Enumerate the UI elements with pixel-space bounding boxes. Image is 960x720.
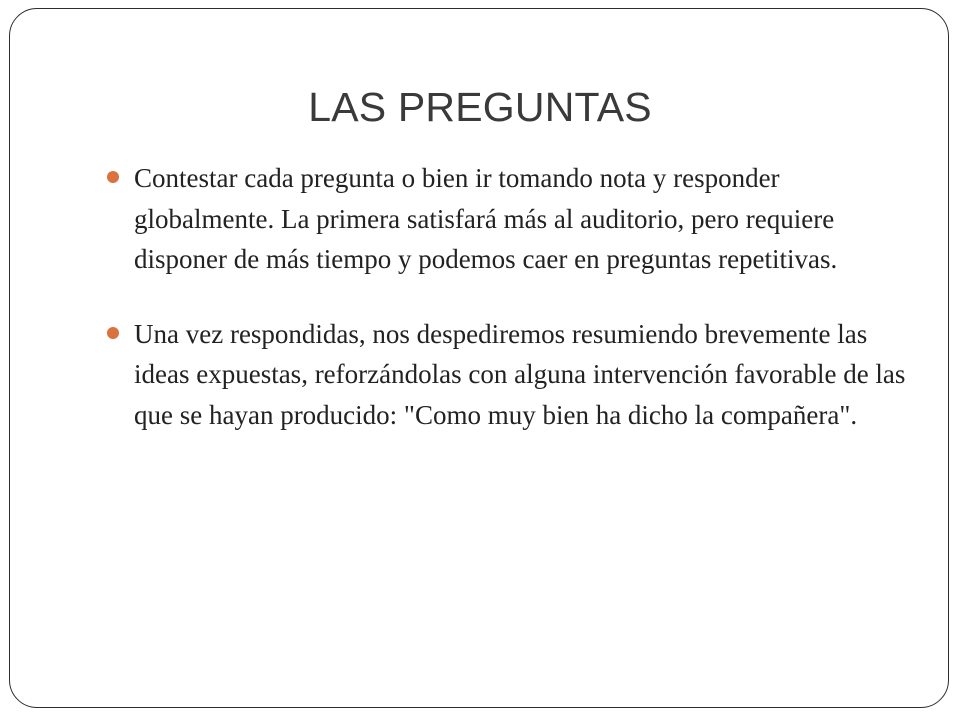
bullet-item	[104, 314, 924, 436]
bullet-text: Una vez respondidas, nos despediremos resumiendo brevemente las ideas expuestas, reforzándolas con alguna intervención favorable de las que se hayan producido: "Como muy bien ha dicho la compañera".	[134, 318, 906, 430]
bullet-list	[104, 158, 924, 435]
bullet-item	[104, 158, 924, 280]
bullet-dot-icon	[107, 171, 119, 183]
slide-title: LAS PREGUNTAS	[308, 84, 652, 130]
bullet-dot-icon	[107, 327, 119, 339]
bullet-text: Contestar cada pregunta o bien ir tomando nota y responder globalmente. La primera satisfará más al auditorio, pero requiere disponer de más tiempo y podemos caer en preguntas repetitivas.	[134, 163, 838, 274]
